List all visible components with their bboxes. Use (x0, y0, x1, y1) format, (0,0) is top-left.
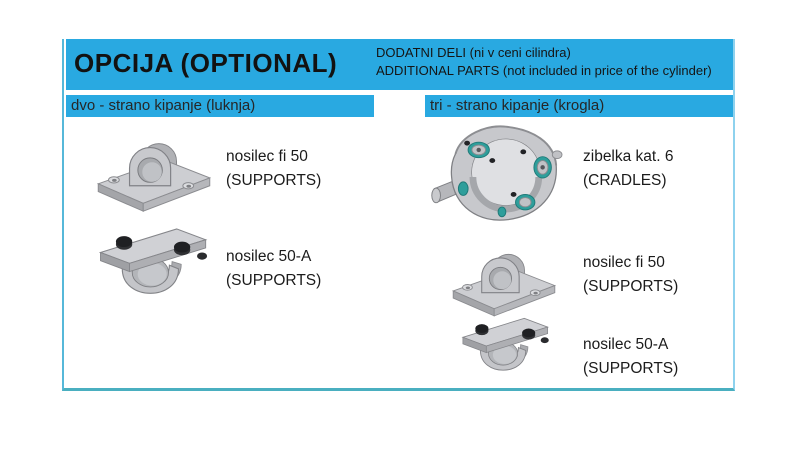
part-label (583, 145, 673, 193)
support-part-icon (90, 129, 218, 219)
column-header-two-side (66, 95, 374, 117)
part-label (226, 245, 321, 293)
clamp-support-part-image (438, 311, 574, 387)
column-header-three-side-label: tri - strano kipanje (krogla) (430, 97, 605, 114)
header-bar (66, 39, 733, 90)
part-type: (SUPPORTS) (226, 172, 322, 189)
clamp-support-part-icon (86, 219, 222, 315)
part-type: (SUPPORTS) (583, 360, 679, 377)
part-type: (CRADLES) (583, 172, 667, 189)
note-line-1: DODATNI DELI (ni v ceni cilindra) (376, 45, 571, 60)
part-label (583, 333, 678, 381)
support-part-image (90, 129, 218, 219)
part-type: (SUPPORTS) (226, 272, 322, 289)
part-name: zibelka kat. 6 (583, 148, 674, 165)
part-label (583, 251, 678, 299)
part-name: nosilec 50-A (226, 248, 312, 265)
part-type: (SUPPORTS) (583, 278, 679, 295)
part-name: nosilec fi 50 (583, 254, 665, 271)
header-notes (376, 44, 712, 80)
column-header-three-side (425, 95, 733, 117)
part-label (226, 145, 321, 193)
column-header-two-side-label: dvo - strano kipanje (luknja) (71, 97, 256, 114)
cradle-part-icon (428, 117, 574, 239)
part-name: nosilec fi 50 (226, 148, 308, 165)
options-sheet (62, 39, 735, 391)
page-title: OPCIJA (OPTIONAL) (74, 48, 338, 78)
note-line-2: ADDITIONAL PARTS (not included in price of the cylinder) (376, 63, 712, 78)
clamp-support-part-icon (438, 311, 574, 387)
clamp-support-part-image (86, 219, 222, 315)
cradle-part-image (428, 117, 574, 239)
part-name: nosilec 50-A (583, 336, 669, 353)
